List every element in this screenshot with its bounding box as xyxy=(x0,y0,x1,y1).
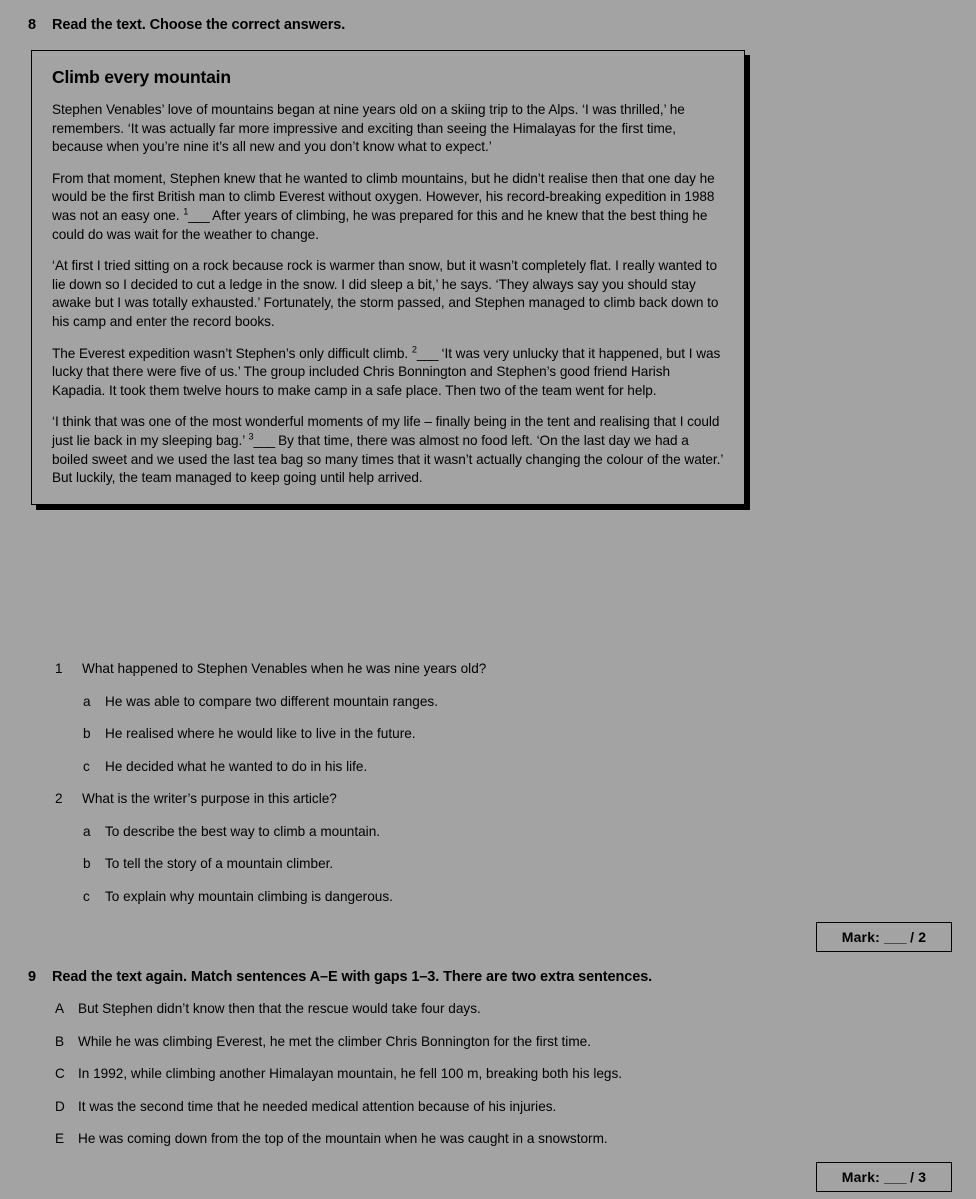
exercise-9-heading xyxy=(28,969,652,985)
gap-marker-2: 2 xyxy=(411,344,417,354)
exercise-8-questions xyxy=(55,660,755,920)
mark-box-8-blank: ___ xyxy=(884,929,907,945)
match-sentence-b-text: While he was climbing Everest, he met the climber Chris Bonnington for the first time. xyxy=(78,1033,591,1049)
article-paragraph-5 xyxy=(52,413,727,487)
article-paragraph-3 xyxy=(52,257,727,331)
gap-blank-2: ___ xyxy=(416,345,438,361)
match-sentence-c[interactable] xyxy=(55,1065,875,1083)
question-1-option-b-text: He realised where he would like to live in the future. xyxy=(105,726,416,741)
question-2-option-c-text: To explain why mountain climbing is dangerous. xyxy=(105,888,393,904)
question-1-option-a-text: He was able to compare two different mountain ranges. xyxy=(105,693,438,709)
question-2-option-c-label: c xyxy=(83,888,90,904)
article-paragraph-3-text: ‘At first I tried sitting on a rock because rock is warmer than snow, but it wasn’t completely flat. I really wanted to lie down so I decided to cut a ledge in the snow. I did sleep a bit,’ he says. ‘They always say you should stay awake but I was totally exhausted.’ Fortunately, the storm passed, and Stephen managed to climb back down to his camp and enter the record books. xyxy=(52,258,719,329)
mark-box-9-label: Mark: xyxy=(841,1169,881,1185)
question-2-option-b-text: To tell the story of a mountain climber. xyxy=(105,856,334,871)
question-2-text: What is the writer’s purpose in this article? xyxy=(82,791,337,806)
match-sentence-d-label: D xyxy=(55,1098,65,1114)
article-paragraph-2 xyxy=(52,170,727,244)
reading-text-body xyxy=(52,67,727,488)
article-paragraph-4-text-b: ‘It was very unlucky that it happened, but I was lucky that there were five of us.’ The group included Chris Bonnington and Stephen’s good friend Harish Kapadia. It took them twelve hours to make camp in a safe place. Then two of the team went for help. xyxy=(52,345,721,398)
match-sentence-a-text: But Stephen didn’t know then that the rescue would take four days. xyxy=(78,1001,481,1016)
exercise-9-instruction: Read the text again. Match sentences A–E with gaps 1–3. There are two extra sentences. xyxy=(52,969,653,985)
gap-blank-1: ___ xyxy=(188,207,210,223)
mark-box-9-blank: ___ xyxy=(884,1169,907,1185)
match-sentence-c-label: C xyxy=(55,1066,65,1081)
match-sentence-c-text: In 1992, while climbing another Himalayan mountain, he fell 100 m, breaking both his legs. xyxy=(78,1066,623,1081)
question-1-option-c-text: He decided what he wanted to do in his life. xyxy=(105,758,368,774)
match-sentence-e-label: E xyxy=(55,1131,65,1146)
question-2-option-a[interactable] xyxy=(55,823,755,841)
mark-box-exercise-8 xyxy=(816,922,952,952)
article-title: Climb every mountain xyxy=(52,67,231,87)
exercise-8-heading xyxy=(28,17,345,33)
exercise-8-number: 8 xyxy=(28,17,36,33)
question-1 xyxy=(55,660,755,678)
article-paragraph-2-text-a: From that moment, Stephen knew that he wanted to climb mountains, but he didn’t realise then that one day he would be the first British man to climb Everest without oxygen. However, his record-breaking expedition in 1988 was not an easy one. xyxy=(52,170,715,223)
match-sentence-e-text: He was coming down from the top of the mountain when he was caught in a snowstorm. xyxy=(78,1131,608,1146)
question-2-option-a-text: To describe the best way to climb a mountain. xyxy=(105,823,381,839)
reading-text-box-wrapper xyxy=(31,50,745,505)
mark-box-8-total: / 2 xyxy=(910,929,927,945)
mark-box-exercise-9 xyxy=(816,1162,952,1192)
article-paragraph-4 xyxy=(52,345,727,401)
article-paragraph-5-text-b: By that time, there was almost no food left. ‘On the last day we had a boiled sweet and we used the last tea bag so many times that it wasn’t actually changing the colour of the water.’ But luckily, the team managed to keep going until help arrived. xyxy=(52,432,723,486)
match-sentence-b-label: B xyxy=(55,1033,65,1049)
match-sentence-d[interactable] xyxy=(55,1098,875,1116)
match-sentence-b[interactable] xyxy=(55,1033,875,1051)
article-paragraph-5-text-a: ‘I think that was one of the most wonderful moments of my life – finally being in the tent and realising that I could just lie back in my sleeping bag.’ xyxy=(52,414,720,448)
article-paragraph-1 xyxy=(52,101,727,157)
question-2-number: 2 xyxy=(55,791,63,806)
gap-marker-1: 1 xyxy=(183,206,189,217)
question-1-option-a-label: a xyxy=(83,693,91,709)
match-sentence-e[interactable] xyxy=(55,1130,875,1148)
question-1-text: What happened to Stephen Venables when he was nine years old? xyxy=(82,661,487,676)
question-2-option-a-label: a xyxy=(83,823,91,839)
match-sentence-a-label: A xyxy=(55,1001,65,1016)
question-2-option-b-label: b xyxy=(83,856,91,871)
question-2 xyxy=(55,790,755,808)
mark-box-8-label: Mark: xyxy=(841,929,881,945)
exercise-9-sentence-list xyxy=(55,1000,875,1163)
exercise-8-instruction: Read the text. Choose the correct answers. xyxy=(52,17,346,33)
gap-blank-3: ___ xyxy=(253,432,275,448)
question-1-option-c[interactable] xyxy=(55,758,755,776)
match-sentence-d-text: It was the second time that he needed medical attention because of his injuries. xyxy=(78,1098,557,1114)
gap-marker-3: 3 xyxy=(248,431,254,442)
question-1-option-b-label: b xyxy=(83,726,91,741)
question-1-option-c-label: c xyxy=(83,758,90,774)
reading-text-box xyxy=(31,50,745,505)
question-1-option-a[interactable] xyxy=(55,693,755,711)
question-1-option-b[interactable] xyxy=(55,725,755,743)
match-sentence-a[interactable] xyxy=(55,1000,875,1018)
question-2-option-c[interactable] xyxy=(55,888,755,906)
article-paragraph-1-text: Stephen Venables’ love of mountains began at nine years old on a skiing trip to the Alps. ‘I was thrilled,’ he remembers. ‘It was actually far more impressive and exciting than seeing the Himalayas for the first time, because when you’re nine it’s all new and you don’t know what to expect.’ xyxy=(52,102,685,155)
question-1-number: 1 xyxy=(55,661,63,676)
question-2-option-b[interactable] xyxy=(55,855,755,873)
mark-box-9-total: / 3 xyxy=(910,1169,927,1185)
article-paragraph-4-text-a: The Everest expedition wasn’t Stephen’s only difficult climb. xyxy=(52,345,412,361)
exercise-9-number: 9 xyxy=(28,969,36,985)
article-paragraph-2-text-b: After years of climbing, he was prepared for this and he knew that the best thing he could do was wait for the weather to change. xyxy=(52,207,708,242)
